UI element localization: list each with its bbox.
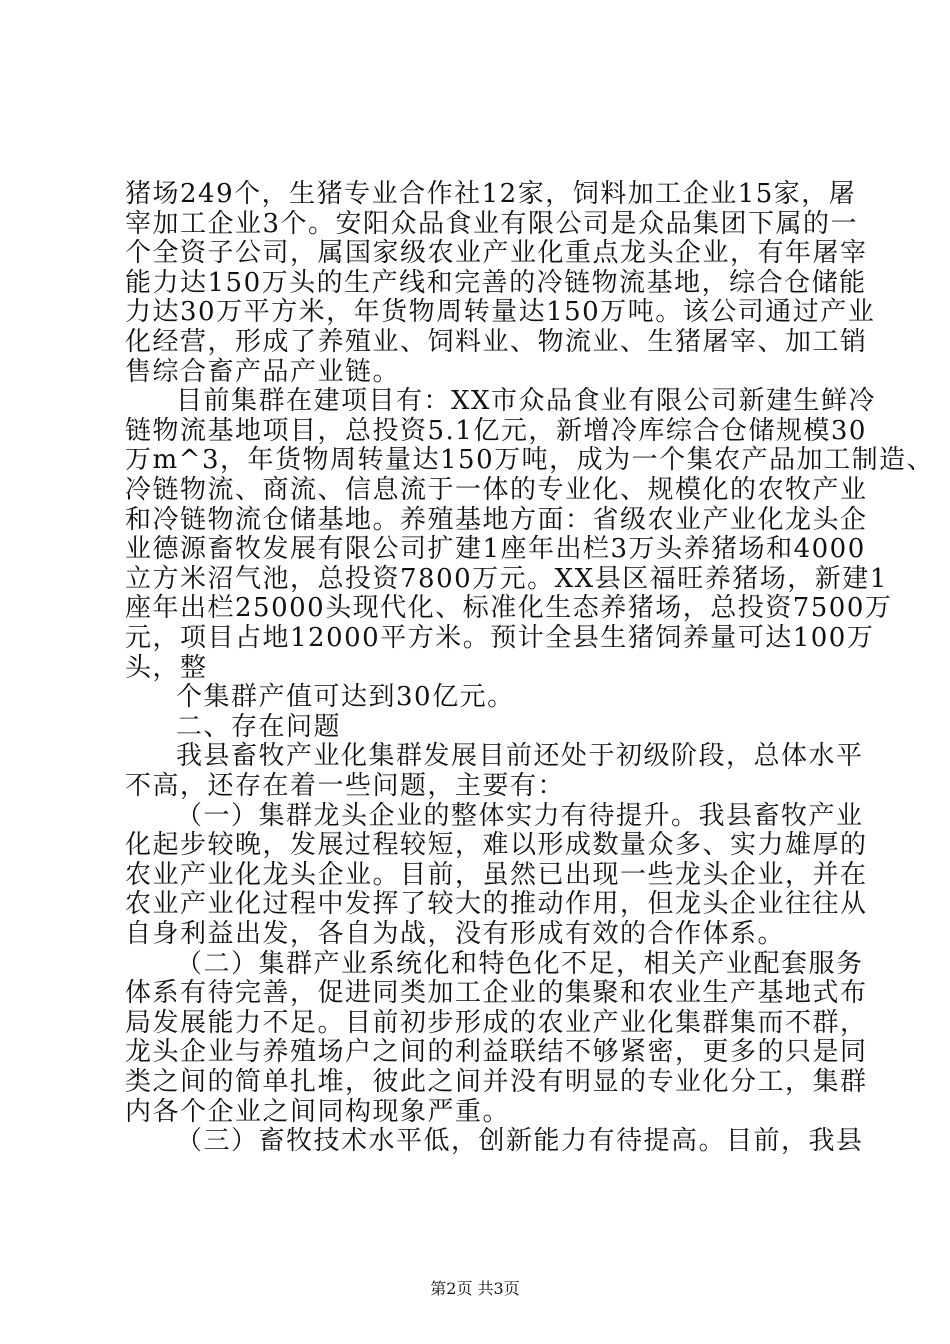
- text-line: 万m^3，年货物周转量达150万吨，成为一个集农产品加工制造、: [125, 445, 935, 475]
- text-line: 龙头企业与养殖场户之间的利益联结不够紧密，更多的只是同: [125, 1037, 868, 1067]
- text-line: 冷链物流、商流、信息流于一体的专业化、规模化的农牧产业: [125, 475, 868, 505]
- text-line: 力达30万平方米，年货物周转量达150万吨。该公司通过产业: [125, 297, 876, 327]
- text-line: 立方米沼气池，总投资7800万元。XX县区福旺养猪场，新建1: [125, 564, 888, 594]
- text-line: 农业产业化过程中发挥了较大的推动作用，但龙头企业往往从: [125, 889, 868, 919]
- text-line: 个全资子公司，属国家级农业产业化重点龙头企业，有年屠宰: [125, 238, 868, 268]
- subsection-heading: （三）畜牧技术水平低，创新能力有待提高。目前，我县: [176, 1126, 864, 1156]
- subsection-heading: （二）集群产业系统化和特色化不足，相关产业配套服务: [176, 949, 864, 979]
- text-line: 内各个企业之间同构现象严重。: [125, 1097, 511, 1127]
- paragraph-start: 我县畜牧产业化集群发展目前还处于初级阶段，总体水平: [176, 741, 864, 771]
- text-line: 元，项目占地12000平方米。预计全县生猪饲养量可达100万: [125, 623, 875, 653]
- section-heading: 二、存在问题: [176, 712, 342, 742]
- text-line: 和冷链物流仓储基地。养殖基地方面：省级农业产业化龙头企: [125, 505, 868, 535]
- text-line: 化经营，形成了养殖业、饲料业、物流业、生猪屠宰、加工销: [125, 327, 868, 357]
- text-line: 宰加工企业3个。安阳众品食业有限公司是众品集团下属的一: [125, 209, 859, 239]
- text-line: 售综合畜产品产业链。: [125, 357, 401, 387]
- subsection-heading: （一）集群龙头企业的整体实力有待提升。我县畜牧产业: [176, 801, 864, 831]
- page-number-footer: 第2页 共3页: [430, 1279, 520, 1298]
- text-line: 类之间的简单扎堆，彼此之间并没有明显的专业化分工，集群: [125, 1067, 868, 1097]
- text-line: 自身利益出发，各自为战，没有形成有效的合作体系。: [125, 919, 786, 949]
- text-line: 座年出栏25000头现代化、标准化生态养猪场，总投资7500万: [125, 593, 893, 623]
- text-line: 能力达150万头的生产线和完善的冷链物流基地，综合仓储能: [125, 268, 867, 298]
- text-line: 局发展能力不足。目前初步形成的农业产业化集群集而不群，: [125, 1008, 868, 1038]
- text-line: 链物流基地项目，总投资5.1亿元，新增冷库综合仓储规模30: [125, 416, 867, 446]
- paragraph-start: 目前集群在建项目有：XX市众品食业有限公司新建生鲜冷: [176, 386, 877, 416]
- text-line: 个集群产值可达到30亿元。: [176, 682, 515, 712]
- text-line: 化起步较晚，发展过程较短，难以形成数量众多、实力雄厚的: [125, 830, 868, 860]
- text-line: 业德源畜牧发展有限公司扩建1座年出栏3万头养猪场和4000: [125, 534, 866, 564]
- text-line: 体系有待完善，促进同类加工企业的集聚和农业生产基地式布: [125, 978, 868, 1008]
- text-line: 不高，还存在着一些问题，主要有：: [125, 771, 566, 801]
- text-line: 头，整: [125, 653, 208, 683]
- text-line: 猪场249个，生猪专业合作社12家，饲料加工企业15家，屠: [125, 179, 857, 209]
- text-line: 农业产业化龙头企业。目前，虽然已出现一些龙头企业，并在: [125, 860, 868, 890]
